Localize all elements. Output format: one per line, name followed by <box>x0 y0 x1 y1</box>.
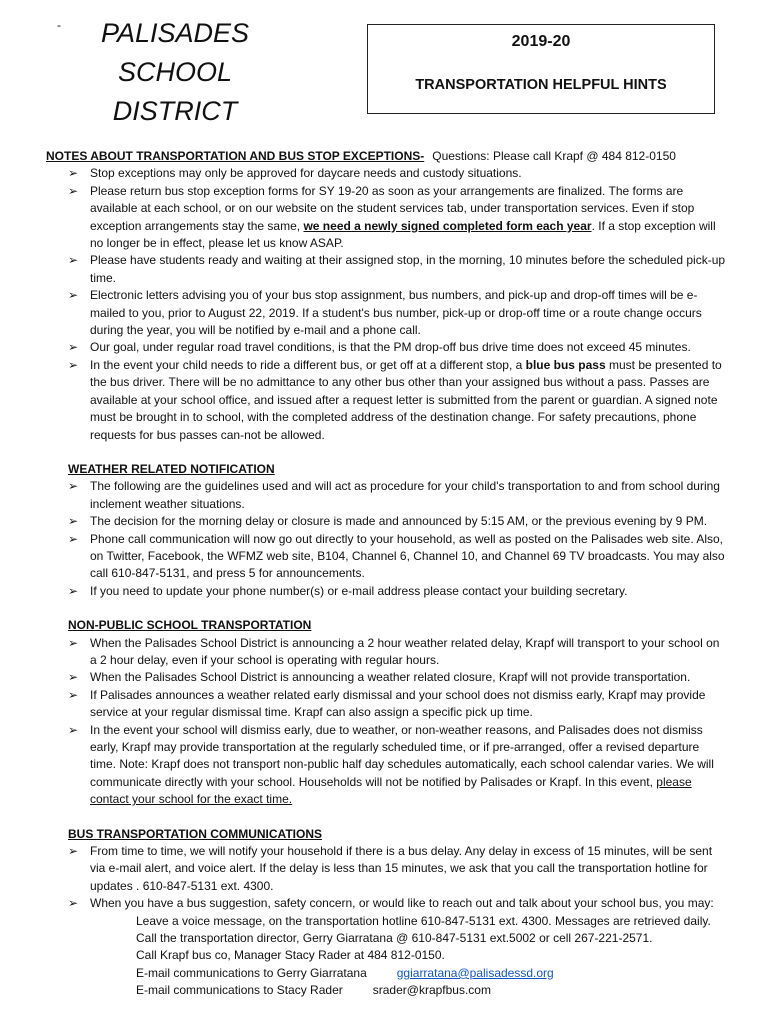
list-item <box>46 583 726 600</box>
emphasis-text: we need a newly signed completed form each year <box>303 218 592 233</box>
contact-line: Call the transportation director, Gerry Giarratana @ 610-847-5131 ext.5002 or cell 267-221-2571. <box>136 931 653 946</box>
item-text: . If a stop exception will no longer be in effect, please let us know ASAP. <box>90 218 716 251</box>
arrow-bullet-icon: ➢ <box>68 183 79 198</box>
arrow-bullet-icon: ➢ <box>68 635 79 650</box>
item-text: If you need to update your phone number(s) or e-mail address please contact your building secretary. <box>90 583 628 598</box>
district-line-2: SCHOOL <box>117 57 233 87</box>
item-text: Phone call communication will now go out directly to your household, as well as posted on the Palisades web site. Also, on Twitter, Facebook, the WFMZ web site, B104, Channel 6, Channel 10, and Channel 69 TV broadcasts. You may also call 610-847-5131, and press 5 for announcements. <box>90 531 725 581</box>
item-text: must be presented to the bus driver. There will be no admittance to any other bus other than your assigned bus without a pass. Passes are available at your school office, and issued after a request letter is submitted from the parent or guardian. A signed note must be brought in to school, with the completed address of the destination change. For safety precautions, phone requests for bus passes can-not be allowed. <box>90 357 722 442</box>
item-text: The decision for the morning delay or closure is made and announced by 5:15 AM, or the previous evening by 9 PM. <box>90 514 708 529</box>
item-text: The following are the guidelines used and will act as procedure for your child's transportation to and from school during inclement weather situations. <box>90 479 720 511</box>
emphasis-text: please contact your school for the exact time. <box>90 774 692 807</box>
item-text: If Palisades announces a weather related early dismissal and your school does not dismiss early, Krapf may provide service at your regular dismissal time. Krapf can also assign a specific pick up time. <box>90 687 706 720</box>
arrow-bullet-icon: ➢ <box>68 687 79 702</box>
list-item <box>46 843 726 895</box>
list-item <box>46 722 726 809</box>
contact-label: E-mail communications to Stacy Rader <box>136 983 343 998</box>
arrow-bullet-icon: ➢ <box>68 479 79 494</box>
arrow-bullet-icon: ➢ <box>68 583 79 598</box>
list-item <box>46 183 726 253</box>
arrow-bullet-icon: ➢ <box>68 896 79 911</box>
arrow-bullet-icon: ➢ <box>68 357 79 372</box>
arrow-bullet-icon: ➢ <box>68 288 79 303</box>
header-dash: - <box>57 18 61 32</box>
item-text: Please return bus stop exception forms for SY 19-20 as soon as your arrangements are finalized. The forms are available at each school, or on our website on the student services tab, under transportation services. Even if stop exception arrangements stay the same, <box>90 183 695 233</box>
questions-contact: Questions: Please call Krapf @ 484 812-0150 <box>432 149 676 163</box>
title-box <box>367 24 715 114</box>
arrow-bullet-icon: ➢ <box>68 670 79 685</box>
arrow-bullet-icon: ➢ <box>68 531 79 546</box>
arrow-bullet-icon: ➢ <box>68 340 79 355</box>
item-text: When the Palisades School District is announcing a 2 hour weather related delay, Krapf will transport to your school on a 2 hour delay, even if your school is operating with regular hours. <box>90 635 720 667</box>
item-text: When the Palisades School District is announcing a weather related closure, Krapf will not provide transportation. <box>90 670 691 685</box>
email-rader: srader@krapfbus.com <box>372 983 491 998</box>
item-text: From time to time, we will notify your household if there is a bus delay. Any delay in excess of 15 minutes, will be sent via e-mail alert, and voice alert. If the delay is less than 15 minutes, we ask that you call the transportation hotline for updates . 610-847-5131 ext. 4300. <box>90 844 713 893</box>
list-item <box>46 357 726 444</box>
contact-line: Leave a voice message, on the transportation hotline 610-847-5131 ext. 4300. Messages are retrieved daily. <box>136 913 711 928</box>
arrow-bullet-icon: ➢ <box>68 166 79 181</box>
list-item <box>46 513 726 530</box>
emphasis-text: blue bus pass <box>525 357 606 372</box>
item-text: In the event your school will dismiss early, due to weather, or non-weather reasons, and Palisades does not dismiss early, Krapf may provide transportation at the regularly scheduled time, or if pre-arranged, offer a revised departure time. Note: Krapf does not transport non-public half day schedules automatically, each school calendar varies. We will communicate directly with your school. Households will not be notified by Palisades or Krapf. In this event, <box>90 722 714 789</box>
nonpublic-list <box>46 635 726 809</box>
contact-line <box>46 965 726 982</box>
weather-list <box>46 478 726 600</box>
district-line-1: PALISADES <box>100 18 250 48</box>
arrow-bullet-icon: ➢ <box>68 844 79 859</box>
item-text: Electronic letters advising you of your bus stop assignment, bus numbers, and pick-up and drop-off times will be e-mailed to you, prior to August 22, 2019. If a student's bus number, pick-up or drop-off time or a route change occurs during the year, you will be notified by e-mail and a phone call. <box>90 288 702 338</box>
list-item <box>46 165 726 182</box>
notes-heading: NOTES ABOUT TRANSPORTATION AND BUS STOP EXCEPTIONS- <box>46 149 425 163</box>
list-item <box>46 669 726 686</box>
contact-line <box>46 982 726 999</box>
arrow-bullet-icon: ➢ <box>68 253 79 268</box>
district-line-3: DISTRICT <box>112 96 238 126</box>
list-item <box>46 339 726 356</box>
nonpublic-heading: NON-PUBLIC SCHOOL TRANSPORTATION <box>68 618 312 633</box>
item-text: Our goal, under regular road travel conditions, is that the PM drop-off bus drive time does not exceed 45 minutes. <box>90 340 691 355</box>
arrow-bullet-icon: ➢ <box>68 722 79 737</box>
contact-label: E-mail communications to Gerry Giarratana <box>136 965 367 980</box>
contact-line: Call Krapf bus co, Manager Stacy Rader at 484 812-0150. <box>136 948 445 963</box>
email-link-giarratana[interactable]: ggiarratana@palisadessd.org <box>396 965 554 980</box>
document-title: TRANSPORTATION HELPFUL HINTS <box>415 77 667 93</box>
school-year: 2019-20 <box>511 33 571 50</box>
item-text: Stop exceptions may only be approved for daycare needs and custody situations. <box>90 166 522 181</box>
document-body <box>46 148 726 1000</box>
communications-list <box>46 843 726 913</box>
communications-heading: BUS TRANSPORTATION COMMUNICATIONS <box>68 826 322 841</box>
item-text: When you have a bus suggestion, safety concern, or would like to reach out and talk about your school bus, you may: <box>90 896 714 911</box>
notes-header-line <box>46 148 726 165</box>
district-name <box>95 14 255 131</box>
item-text: Please have students ready and waiting at their assigned stop, in the morning, 10 minutes before the scheduled pick-up time. <box>90 253 726 285</box>
item-text: In the event your child needs to ride a different bus, or get off at a different stop, a <box>90 357 523 372</box>
weather-heading: WEATHER RELATED NOTIFICATION <box>68 461 275 476</box>
list-item <box>46 287 726 339</box>
arrow-bullet-icon: ➢ <box>68 514 79 529</box>
list-item <box>46 895 726 912</box>
list-item <box>46 635 726 670</box>
list-item <box>46 252 726 287</box>
list-item <box>46 478 726 513</box>
list-item <box>46 531 726 583</box>
notes-list <box>46 165 726 444</box>
list-item <box>46 687 726 722</box>
